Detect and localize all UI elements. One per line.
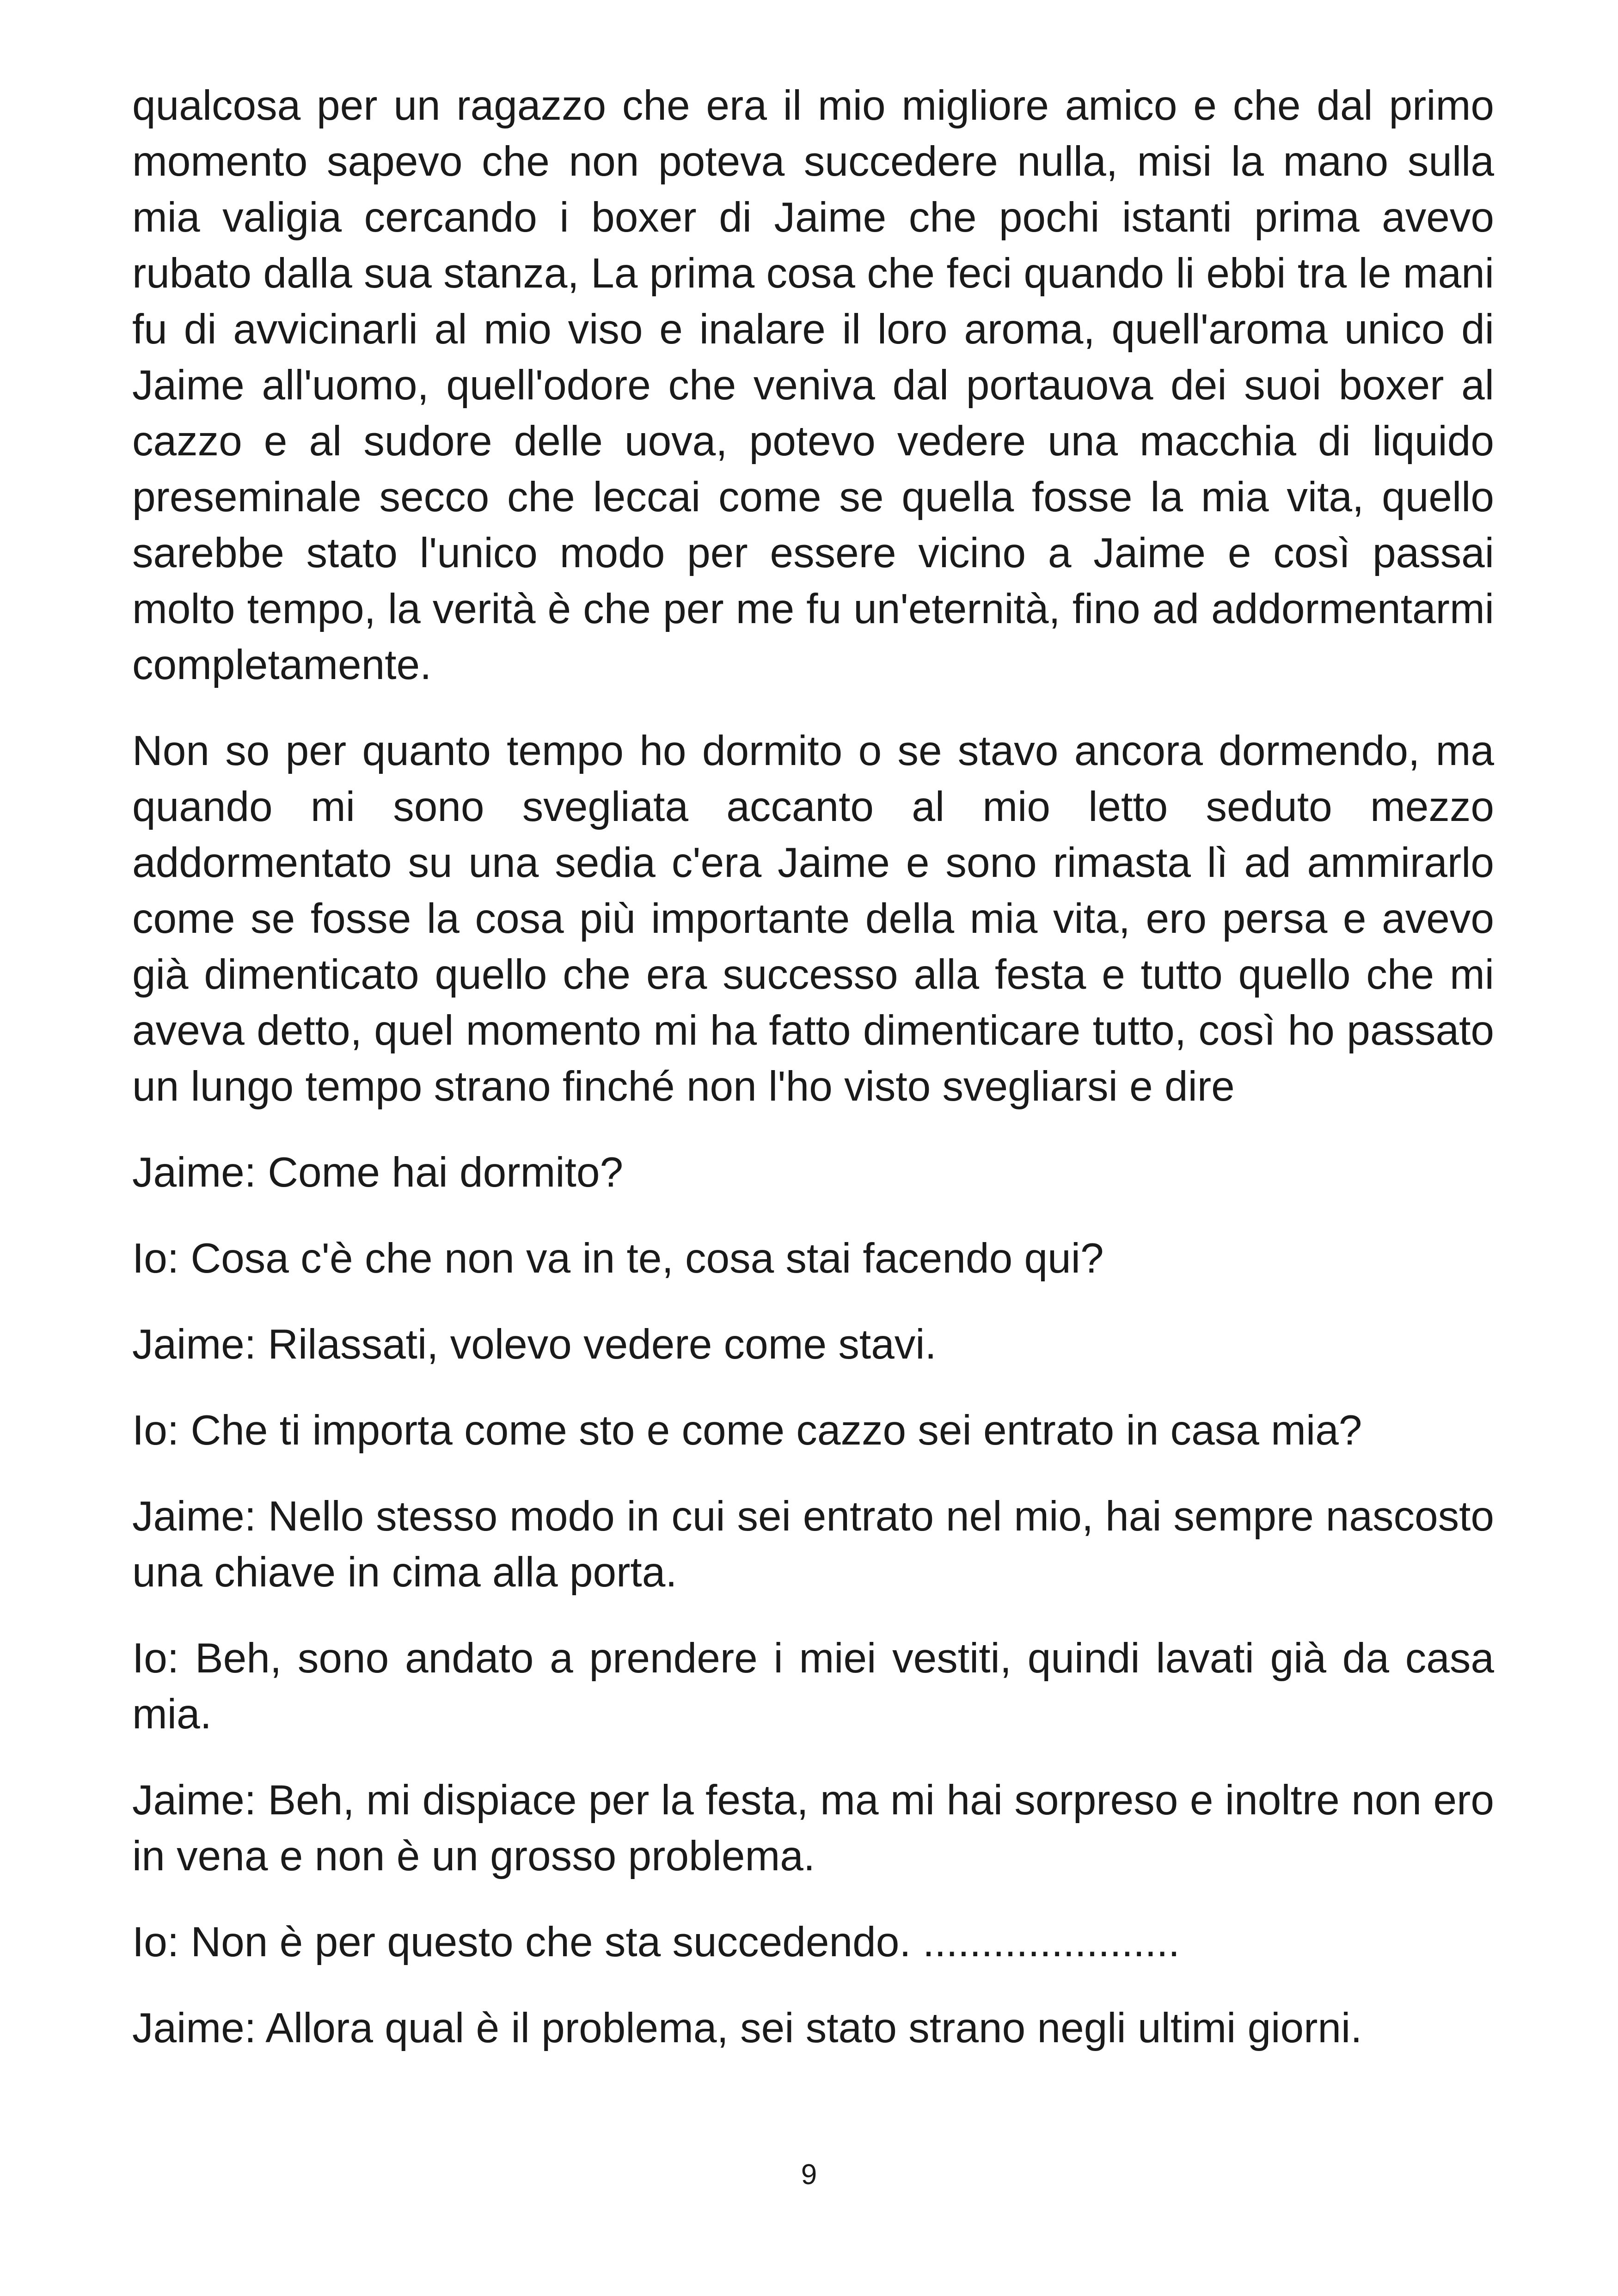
dialogue-line: Jaime: Come hai dormito? [132, 1149, 624, 1196]
dialogue-line: Io: Cosa c'è che non va in te, cosa stai facendo qui? [132, 1235, 1104, 1282]
page-number: 9 [801, 2159, 817, 2191]
dialogue-line: Io: Beh, sono andato a prendere i miei vestiti, quindi lavati già da casa mia. [132, 1635, 1494, 1738]
dialogue-line: Io: Non è per questo che sta succedendo. ...................... [132, 1919, 1180, 1965]
paragraph: Non so per quanto tempo ho dormito o se stavo ancora dormendo, ma quando mi sono svegliata accanto al mio letto seduto mezzo addormentato su una sedia c'era Jaime e sono rimasta lì ad ammirarlo come se fosse la cosa più importante della mia vita, ero persa e avevo già dimenticato quello che era successo alla festa e tutto quello che mi aveva detto, quel momento mi ha fatto dimenticare tutto, così ho passato un lungo tempo strano finché non l'ho visto svegliarsi e dire [132, 728, 1494, 1110]
dialogue-line: Jaime: Beh, mi dispiace per la festa, ma mi hai sorpreso e inoltre non ero in vena e non è un grosso problema. [132, 1777, 1494, 1880]
dialogue-line: Jaime: Allora qual è il problema, sei stato strano negli ultimi giorni. [132, 2005, 1362, 2051]
dialogue-line: Io: Che ti importa come sto e come cazzo sei entrato in casa mia? [132, 1407, 1362, 1454]
body-text [132, 78, 1494, 2086]
paragraph: qualcosa per un ragazzo che era il mio migliore amico e che dal primo momento sapevo che non poteva succedere nulla, misi la mano sulla mia valigia cercando i boxer di Jaime che pochi istanti prima avevo rubato dalla sua stanza, La prima cosa che feci quando li ebbi tra le mani fu di avvicinarli al mio viso e inalare il loro aroma, quell'aroma unico di Jaime all'uomo, quell'odore che veniva dal portauova dei suoi boxer al cazzo e al sudore delle uova, potevo vedere una macchia di liquido preseminale secco che leccai come se quella fosse la mia vita, quello sarebbe stato l'unico modo per essere vicino a Jaime e così passai molto tempo, la verità è che per me fu un'eternità, fino ad addormentarmi completamente. [132, 82, 1494, 688]
dialogue-line: Jaime: Rilassati, volevo vedere come stavi. [132, 1321, 937, 1368]
dialogue-line: Jaime: Nello stesso modo in cui sei entrato nel mio, hai sempre nascosto una chiave in cima alla porta. [132, 1493, 1494, 1596]
